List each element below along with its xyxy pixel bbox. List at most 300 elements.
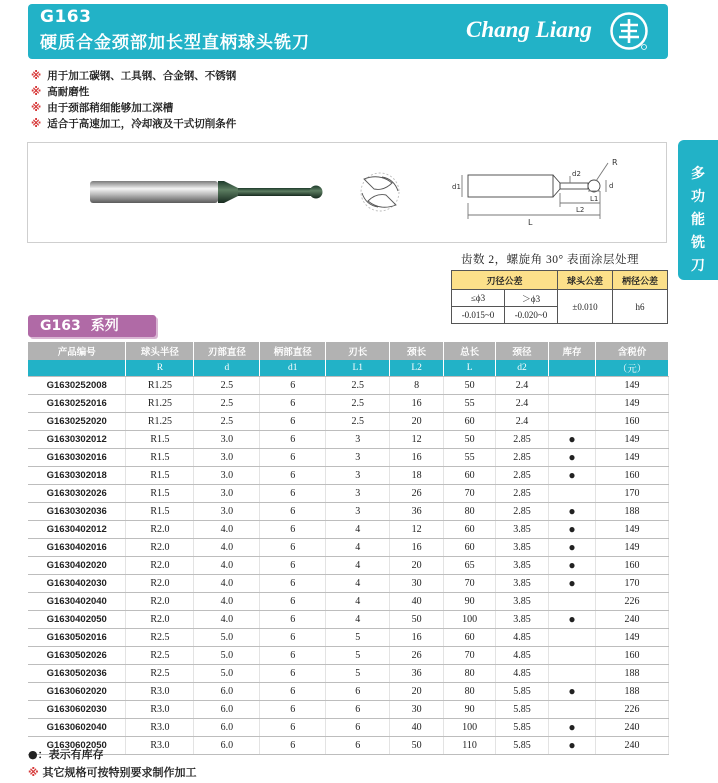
- side-tab-char: 多: [691, 166, 705, 182]
- table-cell: 12: [390, 520, 444, 538]
- table-cell: 4: [326, 538, 390, 556]
- product-code-cell: G1630602030: [28, 700, 126, 718]
- stock-cell: ●: [549, 556, 596, 574]
- dim-label-d1: d1: [452, 183, 461, 191]
- col-symbol: L: [444, 360, 496, 376]
- table-row: [28, 664, 669, 682]
- table-cell: 5.85: [496, 682, 549, 700]
- table-cell: 55: [444, 448, 496, 466]
- col-header: 含税价: [595, 342, 668, 360]
- table-cell: 6: [260, 646, 326, 664]
- table-cell: 188: [595, 502, 668, 520]
- table-cell: 3.85: [496, 574, 549, 592]
- table-cell: 80: [444, 664, 496, 682]
- table-cell: 3: [326, 448, 390, 466]
- col-symbol: d1: [260, 360, 326, 376]
- table-cell: 70: [444, 646, 496, 664]
- table-cell: 6: [260, 682, 326, 700]
- table-cell: 16: [390, 628, 444, 646]
- product-code-cell: G1630502016: [28, 628, 126, 646]
- stock-cell: [549, 592, 596, 610]
- table-row: [28, 610, 669, 628]
- col-header: 刃部直径: [194, 342, 260, 360]
- table-cell: 4.85: [496, 646, 549, 664]
- table-cell: 4.0: [194, 538, 260, 556]
- table-cell: 5.0: [194, 646, 260, 664]
- product-code-cell: G1630602050: [28, 736, 126, 754]
- table-cell: 6: [260, 448, 326, 466]
- table-cell: 6: [326, 736, 390, 754]
- table-cell: 16: [390, 448, 444, 466]
- table-cell: 160: [595, 646, 668, 664]
- table-cell: 5: [326, 646, 390, 664]
- table-cell: 18: [390, 466, 444, 484]
- header-banner: [28, 4, 668, 59]
- table-cell: 50: [390, 736, 444, 754]
- table-cell: 36: [390, 664, 444, 682]
- col-header: 颈长: [390, 342, 444, 360]
- table-cell: 3: [326, 466, 390, 484]
- table-header-row: [28, 342, 669, 360]
- table-cell: 6.0: [194, 682, 260, 700]
- table-cell: 4: [326, 592, 390, 610]
- table-cell: 4.0: [194, 520, 260, 538]
- table-cell: 6: [260, 412, 326, 430]
- table-cell: 149: [595, 628, 668, 646]
- col-header: 产品编号: [28, 342, 126, 360]
- feature-text: 高耐磨性: [47, 86, 90, 98]
- table-cell: 2.85: [496, 484, 549, 502]
- table-cell: 60: [444, 628, 496, 646]
- col-symbol: L2: [390, 360, 444, 376]
- table-cell: R1.5: [126, 502, 194, 520]
- table-cell: 6.0: [194, 700, 260, 718]
- col-header: 颈径: [496, 342, 549, 360]
- table-cell: 8: [390, 376, 444, 394]
- table-row: [28, 520, 669, 538]
- table-cell: 6: [260, 484, 326, 502]
- table-cell: 6: [260, 628, 326, 646]
- table-cell: R3.0: [126, 682, 194, 700]
- product-code-cell: G1630402050: [28, 610, 126, 628]
- table-row: [28, 646, 669, 664]
- table-row: [28, 574, 669, 592]
- table-cell: 149: [595, 448, 668, 466]
- table-cell: R1.5: [126, 448, 194, 466]
- table-cell: 240: [595, 736, 668, 754]
- table-cell: 3: [326, 502, 390, 520]
- stock-cell: ●: [549, 448, 596, 466]
- table-row: [28, 484, 669, 502]
- table-cell: 40: [390, 592, 444, 610]
- table-cell: 149: [595, 538, 668, 556]
- table-cell: R2.0: [126, 592, 194, 610]
- feature-list: [31, 68, 236, 132]
- tol-sub-small: ≤ϕ3: [452, 290, 505, 307]
- series-code: G163: [40, 318, 81, 334]
- table-cell: R1.5: [126, 466, 194, 484]
- table-cell: 80: [444, 682, 496, 700]
- product-code-cell: G1630502036: [28, 664, 126, 682]
- table-cell: 170: [595, 484, 668, 502]
- table-cell: 2.5: [326, 412, 390, 430]
- product-code-cell: G1630252016: [28, 394, 126, 412]
- table-row: [28, 430, 669, 448]
- table-row: [28, 718, 669, 736]
- table-cell: 2.4: [496, 394, 549, 412]
- side-tab-char: 刀: [691, 258, 705, 274]
- table-cell: 6: [326, 682, 390, 700]
- dim-label-L: L: [528, 218, 533, 227]
- table-cell: 6: [260, 556, 326, 574]
- custom-note: [28, 764, 197, 782]
- table-cell: 149: [595, 376, 668, 394]
- table-cell: 4: [326, 556, 390, 574]
- table-cell: 50: [390, 610, 444, 628]
- stock-cell: [549, 376, 596, 394]
- product-code-cell: G1630502026: [28, 646, 126, 664]
- table-cell: R2.0: [126, 574, 194, 592]
- table-cell: R2.0: [126, 610, 194, 628]
- series-label: 系列: [90, 318, 119, 334]
- product-code-cell: G1630402020: [28, 556, 126, 574]
- table-cell: 70: [444, 484, 496, 502]
- table-cell: 4.0: [194, 556, 260, 574]
- product-code-cell: G1630252008: [28, 376, 126, 394]
- table-row: [28, 628, 669, 646]
- table-subheader-row: [28, 360, 669, 376]
- table-cell: 3.0: [194, 430, 260, 448]
- table-cell: 4: [326, 520, 390, 538]
- product-code-cell: G1630302012: [28, 430, 126, 448]
- col-header: 球头半径: [126, 342, 194, 360]
- series-badge: [28, 315, 156, 337]
- table-cell: R1.25: [126, 394, 194, 412]
- stock-cell: [549, 484, 596, 502]
- table-cell: R2.5: [126, 628, 194, 646]
- stock-cell: [549, 628, 596, 646]
- table-cell: 4.0: [194, 592, 260, 610]
- col-symbol: （元）: [595, 360, 668, 376]
- tol-shank-value: h6: [613, 290, 668, 324]
- table-cell: 188: [595, 682, 668, 700]
- product-code-cell: G1630302016: [28, 448, 126, 466]
- product-title: 硬质合金颈部加长型直柄球头铣刀: [40, 33, 310, 53]
- table-cell: 60: [444, 520, 496, 538]
- tolerance-table: [451, 270, 668, 324]
- tool-drawing: [28, 143, 668, 244]
- table-cell: 20: [390, 556, 444, 574]
- table-cell: 6: [260, 700, 326, 718]
- table-cell: 170: [595, 574, 668, 592]
- table-cell: 4: [326, 610, 390, 628]
- feature-item: [31, 68, 236, 84]
- product-rows: [28, 376, 669, 754]
- table-cell: 188: [595, 664, 668, 682]
- table-cell: 5: [326, 628, 390, 646]
- table-cell: 2.4: [496, 412, 549, 430]
- side-tab-char: 铣: [691, 235, 705, 251]
- table-row: [28, 412, 669, 430]
- col-symbol: L1: [326, 360, 390, 376]
- stock-cell: ●: [549, 574, 596, 592]
- table-cell: 26: [390, 646, 444, 664]
- stock-cell: ●: [549, 718, 596, 736]
- table-cell: 6: [260, 466, 326, 484]
- table-cell: 240: [595, 610, 668, 628]
- product-code-cell: G1630302018: [28, 466, 126, 484]
- col-header: 柄部直径: [260, 342, 326, 360]
- table-cell: 2.5: [194, 394, 260, 412]
- table-cell: 3.0: [194, 502, 260, 520]
- product-code-cell: G1630252020: [28, 412, 126, 430]
- table-row: [28, 394, 669, 412]
- table-cell: 60: [444, 466, 496, 484]
- table-cell: 2.85: [496, 466, 549, 484]
- feature-item: [31, 84, 236, 100]
- table-cell: 6: [260, 394, 326, 412]
- table-cell: R3.0: [126, 700, 194, 718]
- table-row: [28, 538, 669, 556]
- tol-ball-value: ±0.010: [558, 290, 613, 324]
- table-cell: R1.5: [126, 484, 194, 502]
- table-cell: 6: [260, 610, 326, 628]
- table-cell: 3.85: [496, 538, 549, 556]
- table-cell: 3.85: [496, 556, 549, 574]
- dim-label-d2: d2: [572, 170, 581, 178]
- custom-note-text: 其它规格可按特别要求制作加工: [42, 766, 197, 779]
- table-cell: 16: [390, 394, 444, 412]
- table-row: [28, 556, 669, 574]
- table-cell: 3.0: [194, 484, 260, 502]
- stock-cell: ●: [549, 682, 596, 700]
- table-cell: 6: [260, 736, 326, 754]
- side-tab-char: 功: [691, 189, 705, 205]
- dim-label-R: R: [612, 158, 618, 167]
- stock-cell: ●: [549, 466, 596, 484]
- table-cell: 12: [390, 430, 444, 448]
- product-code-cell: G1630602020: [28, 682, 126, 700]
- table-cell: 60: [444, 412, 496, 430]
- note-marker: ※: [28, 766, 39, 779]
- table-cell: 20: [390, 682, 444, 700]
- col-symbol: [549, 360, 596, 376]
- brand-name: Chang Liang: [466, 17, 592, 42]
- table-cell: 90: [444, 592, 496, 610]
- dim-label-d: d: [609, 182, 614, 190]
- feature-text: 由于颈部稍细能够加工深槽: [47, 102, 174, 114]
- table-cell: 30: [390, 574, 444, 592]
- table-cell: 4.85: [496, 628, 549, 646]
- table-cell: R2.5: [126, 664, 194, 682]
- table-cell: R3.0: [126, 718, 194, 736]
- product-code: G163: [40, 7, 92, 27]
- table-cell: 6: [260, 430, 326, 448]
- table-cell: 5.0: [194, 664, 260, 682]
- table-cell: 80: [444, 502, 496, 520]
- table-cell: 3.0: [194, 466, 260, 484]
- tool-end-view: [361, 173, 399, 211]
- table-cell: 100: [444, 718, 496, 736]
- col-symbol: d: [194, 360, 260, 376]
- feature-marker: ※: [31, 86, 42, 98]
- spec-text: 齿数 2，螺旋角 30° 表面涂层处理: [461, 254, 639, 266]
- tol-value-large: -0.020~0: [505, 307, 558, 324]
- table-cell: 5.85: [496, 700, 549, 718]
- table-cell: 6: [260, 538, 326, 556]
- table-cell: 16: [390, 538, 444, 556]
- table-cell: 26: [390, 484, 444, 502]
- table-cell: R2.0: [126, 556, 194, 574]
- table-cell: 20: [390, 412, 444, 430]
- feature-marker: ※: [31, 70, 42, 82]
- col-symbol: [28, 360, 126, 376]
- stock-cell: ●: [549, 502, 596, 520]
- tol-header-shank: 柄径公差: [613, 271, 668, 290]
- table-cell: 149: [595, 520, 668, 538]
- table-cell: 5: [326, 664, 390, 682]
- table-cell: 2.85: [496, 430, 549, 448]
- stock-cell: [549, 412, 596, 430]
- table-cell: 110: [444, 736, 496, 754]
- table-cell: 40: [390, 718, 444, 736]
- table-cell: 4.0: [194, 574, 260, 592]
- product-code-cell: G1630402012: [28, 520, 126, 538]
- tol-sub-large: ＞ϕ3: [505, 290, 558, 307]
- table-cell: 65: [444, 556, 496, 574]
- table-cell: 160: [595, 412, 668, 430]
- dim-label-L2: L2: [576, 206, 585, 214]
- table-cell: 160: [595, 466, 668, 484]
- table-cell: 3.85: [496, 592, 549, 610]
- table-cell: 6: [260, 664, 326, 682]
- table-row: [28, 448, 669, 466]
- feature-marker: ※: [31, 102, 42, 114]
- table-cell: 6: [326, 718, 390, 736]
- table-cell: 6: [260, 592, 326, 610]
- stock-cell: ●: [549, 610, 596, 628]
- table-cell: 226: [595, 592, 668, 610]
- table-cell: 3: [326, 430, 390, 448]
- table-cell: R1.25: [126, 376, 194, 394]
- product-table: [28, 342, 669, 755]
- table-cell: 2.85: [496, 448, 549, 466]
- col-symbol: d2: [496, 360, 549, 376]
- table-cell: 4: [326, 574, 390, 592]
- table-cell: 70: [444, 574, 496, 592]
- table-cell: 6: [260, 718, 326, 736]
- table-cell: 3: [326, 484, 390, 502]
- table-cell: 4.0: [194, 610, 260, 628]
- table-cell: R2.5: [126, 646, 194, 664]
- stock-cell: ●: [549, 430, 596, 448]
- table-cell: 240: [595, 718, 668, 736]
- table-cell: 6: [260, 376, 326, 394]
- stock-legend: ●：表示有库存: [28, 748, 104, 761]
- stock-cell: [549, 394, 596, 412]
- col-header: 库存: [549, 342, 596, 360]
- table-cell: 6.0: [194, 736, 260, 754]
- table-cell: 6: [326, 700, 390, 718]
- table-row: [28, 700, 669, 718]
- table-cell: R3.0: [126, 736, 194, 754]
- dim-label-L1: L1: [590, 195, 599, 203]
- table-cell: 160: [595, 556, 668, 574]
- table-cell: 5.85: [496, 718, 549, 736]
- table-cell: 2.5: [194, 412, 260, 430]
- stock-cell: [549, 664, 596, 682]
- col-symbol: R: [126, 360, 194, 376]
- table-cell: 50: [444, 376, 496, 394]
- tol-value-small: -0.015~0: [452, 307, 505, 324]
- table-cell: 6: [260, 520, 326, 538]
- table-cell: 6: [260, 502, 326, 520]
- product-code-cell: G1630302026: [28, 484, 126, 502]
- table-row: [28, 682, 669, 700]
- table-cell: 4.85: [496, 664, 549, 682]
- brand-logo-icon: [609, 11, 649, 51]
- table-cell: 36: [390, 502, 444, 520]
- product-code-cell: G1630402040: [28, 592, 126, 610]
- table-cell: 90: [444, 700, 496, 718]
- table-row: [28, 376, 669, 394]
- feature-marker: ※: [31, 118, 42, 130]
- product-code-cell: G1630302036: [28, 502, 126, 520]
- table-cell: 30: [390, 700, 444, 718]
- table-cell: 2.5: [194, 376, 260, 394]
- stock-cell: ●: [549, 520, 596, 538]
- tol-header-ball: 球头公差: [558, 271, 613, 290]
- table-cell: 60: [444, 538, 496, 556]
- stock-cell: ●: [549, 538, 596, 556]
- table-cell: 226: [595, 700, 668, 718]
- stock-cell: [549, 700, 596, 718]
- feature-text: 用于加工碳钢、工具钢、合金钢、不锈钢: [47, 70, 237, 82]
- table-cell: 6: [260, 574, 326, 592]
- table-cell: 100: [444, 610, 496, 628]
- side-tab-char: 能: [691, 212, 705, 228]
- table-cell: R1.5: [126, 430, 194, 448]
- stock-cell: [549, 646, 596, 664]
- tool-line-drawing: [462, 163, 608, 219]
- col-header: 刃长: [326, 342, 390, 360]
- table-cell: 3.85: [496, 610, 549, 628]
- table-cell: 3.85: [496, 520, 549, 538]
- tool-photo: [90, 181, 323, 203]
- table-cell: 3.0: [194, 448, 260, 466]
- table-cell: 149: [595, 394, 668, 412]
- footnotes: [28, 746, 197, 782]
- product-code-cell: G1630402016: [28, 538, 126, 556]
- table-cell: 2.5: [326, 376, 390, 394]
- feature-item: [31, 100, 236, 116]
- table-cell: 55: [444, 394, 496, 412]
- table-cell: 2.5: [326, 394, 390, 412]
- table-cell: 2.4: [496, 376, 549, 394]
- table-row: [28, 466, 669, 484]
- table-cell: 2.85: [496, 502, 549, 520]
- table-row: [28, 592, 669, 610]
- table-cell: 6.0: [194, 718, 260, 736]
- category-side-tab[interactable]: [678, 140, 718, 280]
- product-code-cell: G1630402030: [28, 574, 126, 592]
- table-cell: 5.0: [194, 628, 260, 646]
- table-row: [28, 502, 669, 520]
- stock-cell: ●: [549, 736, 596, 754]
- col-header: 总长: [444, 342, 496, 360]
- table-cell: 149: [595, 430, 668, 448]
- feature-text: 适合于高速加工，冷却液及干式切削条件: [47, 118, 237, 130]
